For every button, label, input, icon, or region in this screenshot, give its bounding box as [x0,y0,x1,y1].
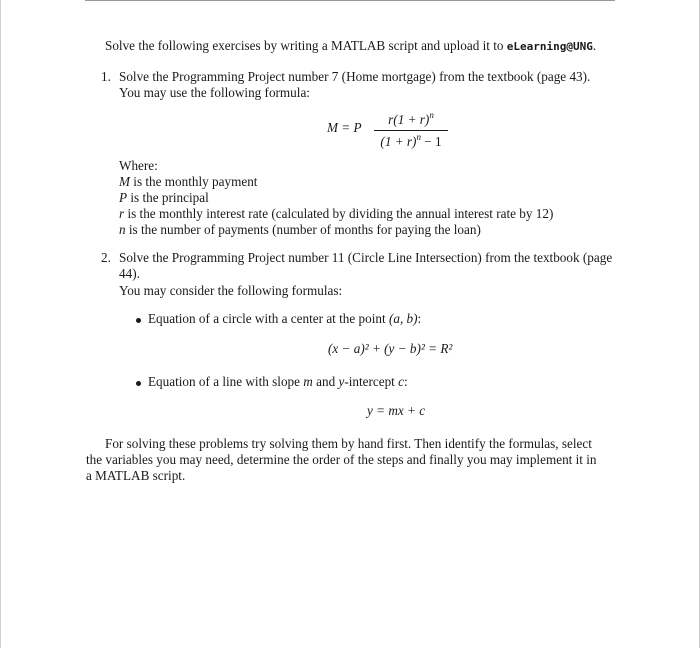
formula-numerator: $r(1 + r)^n$ [388,110,434,127]
closing-line2: the variables you may need, determine the order of the steps and finally you may implement it in [86,452,597,467]
ex2-line3: You may consider the following formulas: [119,283,343,298]
def-r: r is the monthly interest rate (calculated by dividing the annual interest rate by 12) [119,206,554,221]
formula-lhs: M = P [327,120,362,135]
ex1-number: 1. [101,69,111,84]
bullet1-text: Equation of a circle with a center at the point (a, b): [148,311,422,326]
def-n: n is the number of payments (number of months for paying the loan) [119,222,481,237]
bullet2-text: Equation of a line with slope m and y-intercept c: [148,374,408,389]
bullet-2 [136,381,141,386]
line-equation: y = mx + c [367,403,426,418]
elearning-code: eLearning@UNG [506,40,593,53]
closing-line3: a MATLAB script. [86,468,186,483]
ex1-line2: You may use the following formula: [119,85,310,100]
circle-equation: (x − a)² + (y − b)² = R² [328,341,453,356]
formula-fraction [372,112,450,150]
fraction-bar [374,130,448,131]
ex2-line1: Solve the Programming Project number 11 (Circle Line Intersection) from the textbook (page [119,250,613,265]
def-m: M is the monthly payment [119,174,258,189]
formula-denominator: $(1 + r)^n - 1$ [380,132,442,149]
intro-text: Solve the following exercises by writing a MATLAB script and upload it to [105,38,507,53]
def-p: P is the principal [119,190,209,205]
ex2-line2: 44). [119,266,140,281]
where-label: Where: [119,158,158,173]
intro-end: . [592,38,597,53]
ex1-line1: Solve the Programming Project number 7 (Home mortgage) from the textbook (page 43). [119,69,591,84]
ex2-number: 2. [101,250,111,265]
closing-line1: For solving these problems try solving them by hand first. Then identify the formulas, select [105,436,592,451]
intro-line [105,38,596,55]
bullet-1 [136,318,141,323]
